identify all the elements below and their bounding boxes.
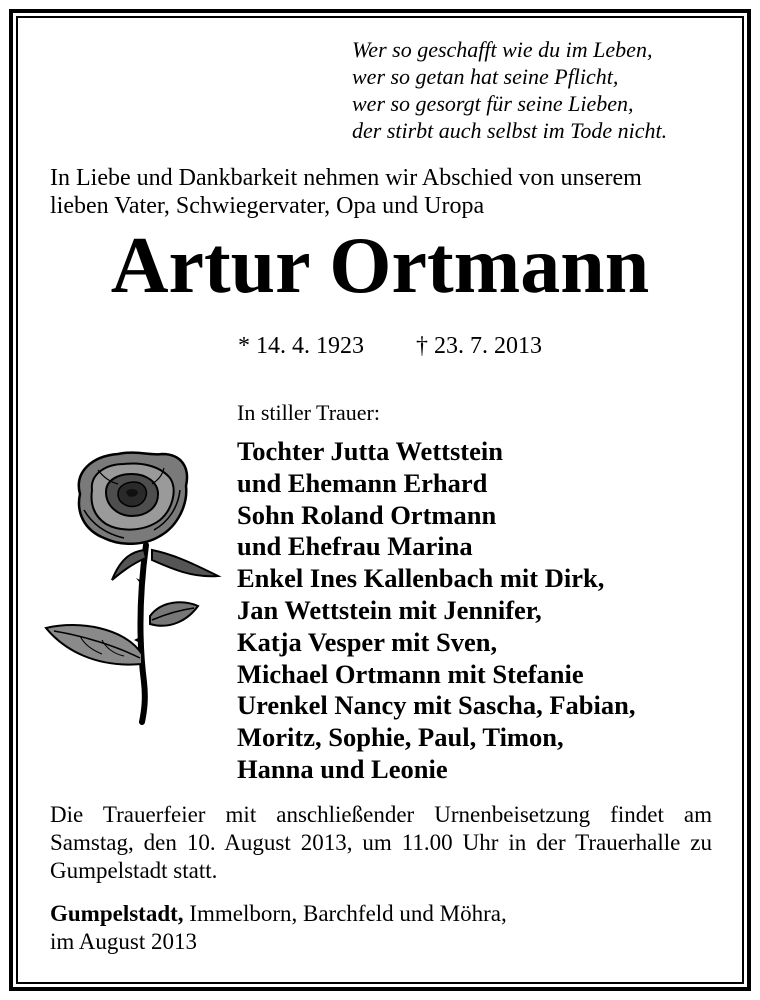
intro-line: In Liebe und Dankbarkeit nehmen wir Abschied von unserem (50, 165, 642, 191)
poem-line: wer so getan hat seine Pflicht, (352, 64, 619, 89)
mourner-line: Urenkel Nancy mit Sascha, Fabian, (237, 690, 636, 721)
deceased-name: Artur Ortmann (110, 222, 650, 310)
mourner-line: und Ehefrau Marina (237, 531, 473, 562)
mourner-line: Jan Wettstein mit Jennifer, (237, 594, 542, 625)
mourning-label: In stiller Trauer: (237, 400, 380, 425)
life-dates (238, 332, 542, 360)
closing-places (50, 900, 507, 928)
mourner-line: und Ehemann Erhard (237, 467, 488, 498)
mourners-list (237, 436, 636, 786)
mourner-line: Enkel Ines Kallenbach mit Dirk, (237, 563, 605, 594)
birth-date: * 14. 4. 1923 (238, 333, 364, 359)
poem-line: wer so gesorgt für seine Lieben, (352, 91, 634, 116)
mourner-line: Hanna und Leonie (237, 753, 448, 784)
rose-icon (40, 450, 230, 725)
closing-date: im August 2013 (50, 929, 197, 954)
mourner-line: Sohn Roland Ortmann (237, 499, 497, 530)
closing-place-rest: Immelborn, Barchfeld und Möhra, (183, 901, 507, 926)
poem-line: der stirbt auch selbst im Tode nicht. (352, 118, 668, 143)
mourner-line: Moritz, Sophie, Paul, Timon, (237, 722, 564, 753)
mourner-line: Tochter Jutta Wettstein (237, 436, 503, 466)
death-date: † 23. 7. 2013 (416, 333, 542, 359)
funeral-announcement: Die Trauerfeier mit anschließender Urnenbeisetzung findet am Samstag, den 10. August 2013, um 11.00 Uhr in der Trauerhalle zu Gumpelstadt statt. (50, 802, 712, 883)
mourner-line: Katja Vesper mit Sven, (237, 626, 498, 657)
intro-text (50, 164, 714, 220)
closing (50, 900, 507, 956)
intro-line: lieben Vater, Schwiegervater, Opa und Uropa (50, 193, 485, 219)
poem (352, 36, 667, 144)
mourner-line: Michael Ortmann mit Stefanie (237, 658, 584, 689)
closing-place-main: Gumpelstadt, (50, 901, 184, 926)
poem-line: Wer so geschafft wie du im Leben, (352, 37, 653, 62)
